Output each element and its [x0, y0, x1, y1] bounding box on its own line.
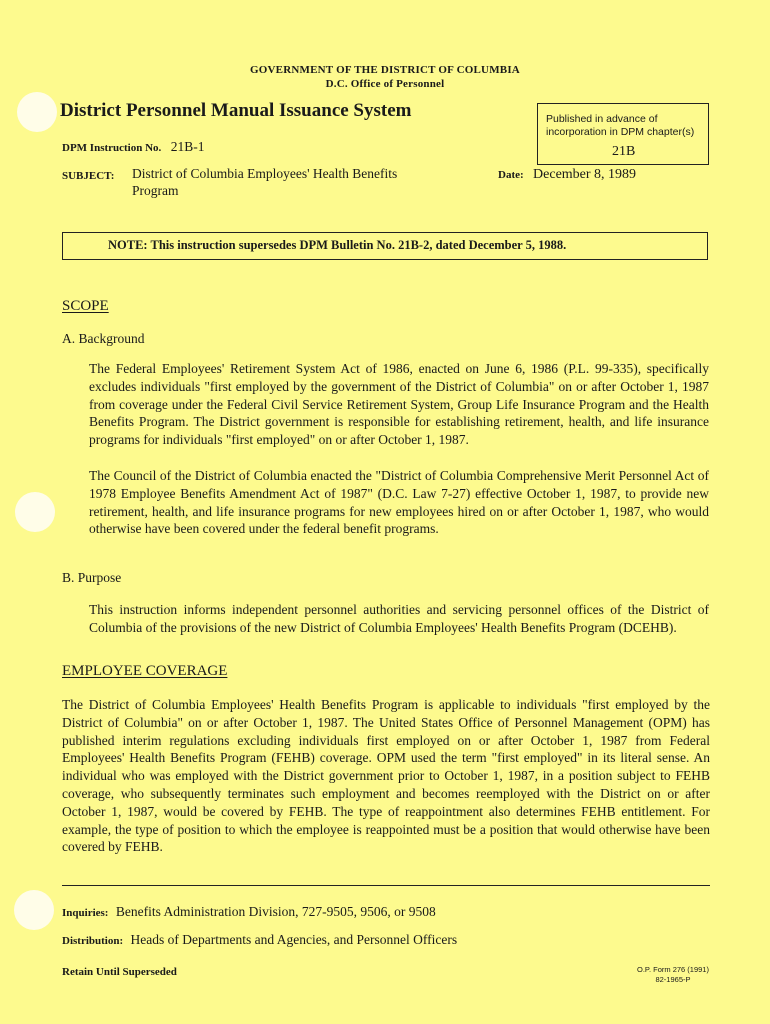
scope-heading: SCOPE	[62, 298, 109, 314]
government-header: GOVERNMENT OF THE DISTRICT OF COLUMBIA	[250, 64, 520, 76]
published-box	[537, 103, 709, 165]
note-text: NOTE: This instruction supersedes DPM Bulletin No. 21B-2, dated December 5, 1988.	[108, 238, 567, 252]
background-paragraph-2: The Council of the District of Columbia enacted the "District of Columbia Comprehensive Merit Personnel Act of 1978 Employee Benefits Amendment Act of 1987" (D.C. Law 7-27) effective October 1, 1987, to provide new retirement, health, and life insurance programs for new employees hired on or after October 1, 1987, who would otherwise have been covered under the federal benefit programs.	[89, 468, 709, 537]
date-value: December 8, 1989	[533, 167, 637, 182]
office-header: D.C. Office of Personnel	[325, 78, 445, 90]
purpose-paragraph: This instruction informs independent personnel authorities and servicing personnel offices of the District of Columbia of the provisions of the new District of Columbia Employees' Health Benefits Program (DCEHB).	[89, 602, 709, 635]
published-chapter: 21B	[612, 144, 636, 159]
published-text: Published in advance of incorporation in DPM chapter(s)	[546, 113, 695, 138]
form-number: O.P. Form 276 (1991) 82-1965-P	[637, 965, 709, 984]
page-title: District Personnel Manual Issuance System	[60, 100, 412, 121]
instruction-label: DPM Instruction No.	[62, 142, 162, 154]
instruction-value: 21B-1	[170, 139, 205, 154]
punch-hole	[15, 492, 55, 532]
footer-divider	[62, 885, 710, 886]
background-paragraph-1: The Federal Employees' Retirement System Act of 1986, enacted on June 6, 1986 (P.L. 99-335), specifically excludes individuals "first employed by the government of the District of Columbia" on or after October 1, 1987 from coverage under the Federal Civil Service Retirement System, Group Life Insurance Program and the Health Benefits Program. The District government is responsible for establishing retirement, health, and life insurance programs for individuals "first employed" on or after October 1, 1987.	[89, 361, 709, 448]
punch-hole	[14, 890, 54, 930]
instruction-number	[62, 139, 204, 155]
purpose-heading: B. Purpose	[62, 570, 122, 585]
coverage-paragraph: The District of Columbia Employees' Health Benefits Program is applicable to individuals "first employed by the District of Columbia" on or after October 1, 1987. The United States Office of Personnel Management (OPM) has published interim regulations excluding individuals first employed on or after October 1, 1987 from Federal Employees' Health Benefits Program (FEHB) coverage. OPM used the term "first employed" in its literal sense. An individual who was employed with the District government prior to October 1, 1987, in a position subject to FEHB coverage, who subsequently terminates such employment and becomes reemployed with the District on or after October 1, 1987, would be covered by FEHB. The type of reappointment also determines FEHB entitlement. For example, the type of position to which the employee is reappointed must be a position that would otherwise have been covered by FEHB.	[62, 697, 710, 855]
retain-notice: Retain Until Superseded	[62, 966, 177, 978]
punch-hole	[17, 92, 57, 132]
coverage-heading: EMPLOYEE COVERAGE	[62, 663, 228, 679]
inquiries: Inquiries: Benefits Administration Division, 727-9505, 9506, or 9508	[62, 904, 436, 919]
subject-label: SUBJECT:	[62, 170, 115, 182]
distribution: Distribution: Heads of Departments and Agencies, and Personnel Officers	[62, 932, 458, 947]
note-box	[62, 232, 708, 260]
date-label: Date:	[498, 169, 524, 181]
background-heading: A. Background	[62, 331, 145, 346]
date-field	[498, 166, 636, 183]
subject-value: District of Columbia Employees' Health Benefits Program	[132, 166, 398, 198]
